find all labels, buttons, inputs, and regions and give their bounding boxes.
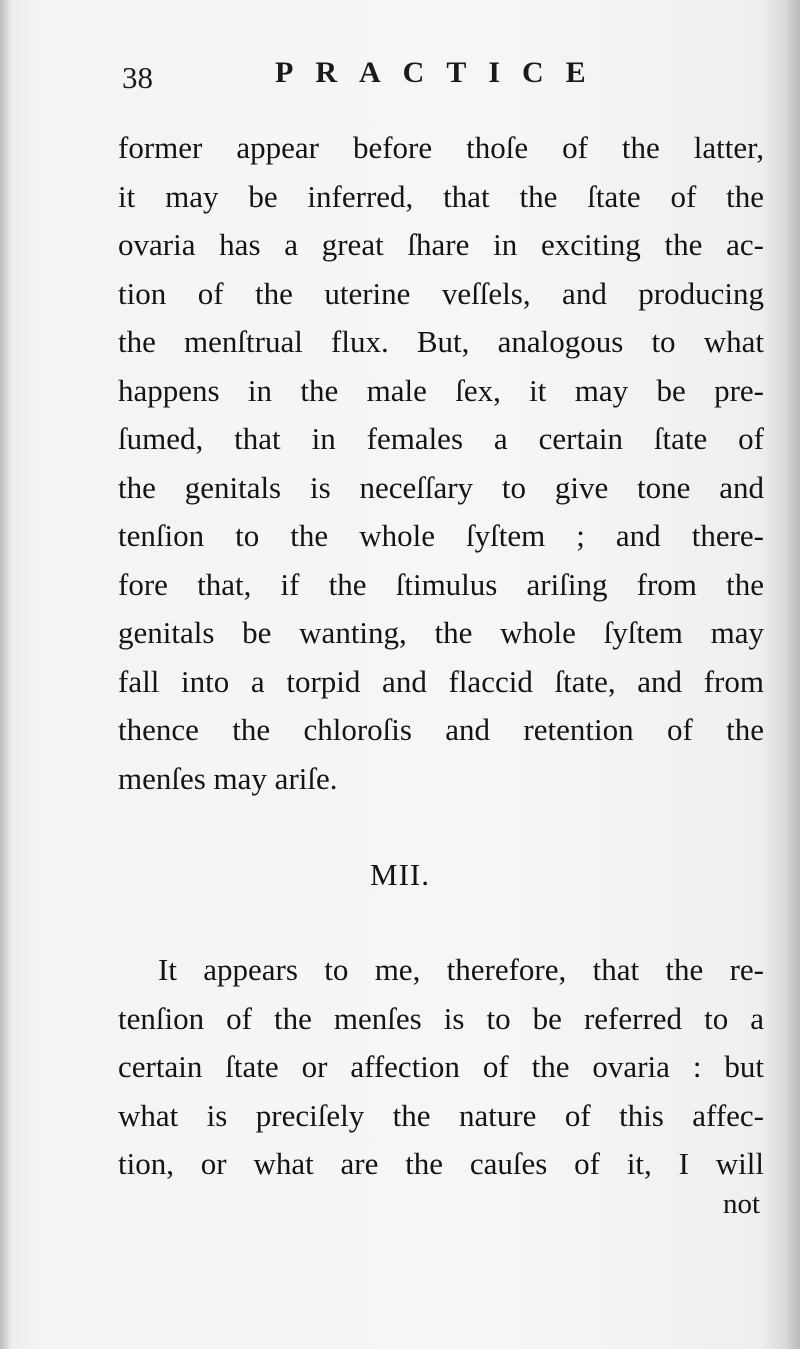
running-head: PRACTICE [275,56,608,89]
page-gutter-shadow [0,0,10,1349]
text-line: thence the chloroſis and retention of the [118,712,764,747]
text-line: It appears to me, therefore, that the re- [158,952,764,987]
text-line: tenſion to the whole ſyſtem ; and there- [118,518,764,553]
text-line: ſumed, that in females a certain ſtate of [118,421,764,456]
text-line: the genitals is neceſſary to give tone and [118,469,764,505]
paragraph-1 [118,124,764,803]
text-line: genitals be wanting, the whole ſyſtem may [118,615,764,650]
text-line: it may be inferred, that the ſtate of the [118,178,764,214]
text-line: the menſtrual flux. But, analogous to what [118,324,764,359]
text-line: menſes may ariſe. [118,760,338,796]
section-heading: MII. [370,857,430,892]
paragraph-2 [118,946,764,1189]
text-line: tenſion of the menſes is to be referred to a [118,1000,764,1036]
text-line: fore that, if the ſtimulus ariſing from the [118,566,764,602]
text-line: fall into a torpid and flaccid ſtate, and from [118,663,764,699]
page-edge-shadow [786,0,800,1349]
text-line: tion, or what are the cauſes of it, I will [118,1146,764,1181]
page-number: 38 [122,60,153,95]
text-line: ovaria has a great ſhare in exciting the ac- [118,227,764,262]
catchword: not [722,1188,760,1220]
text-line: what is preciſely the nature of this affec- [118,1097,764,1133]
text-line: certain ſtate or affection of the ovaria : but [118,1049,764,1084]
text-line: tion of the uterine veſſels, and producing [118,275,764,311]
page-header [122,56,762,106]
text-line: former appear before thoſe of the latter, [118,130,764,165]
text-line: happens in the male ſex, it may be pre- [118,372,764,408]
